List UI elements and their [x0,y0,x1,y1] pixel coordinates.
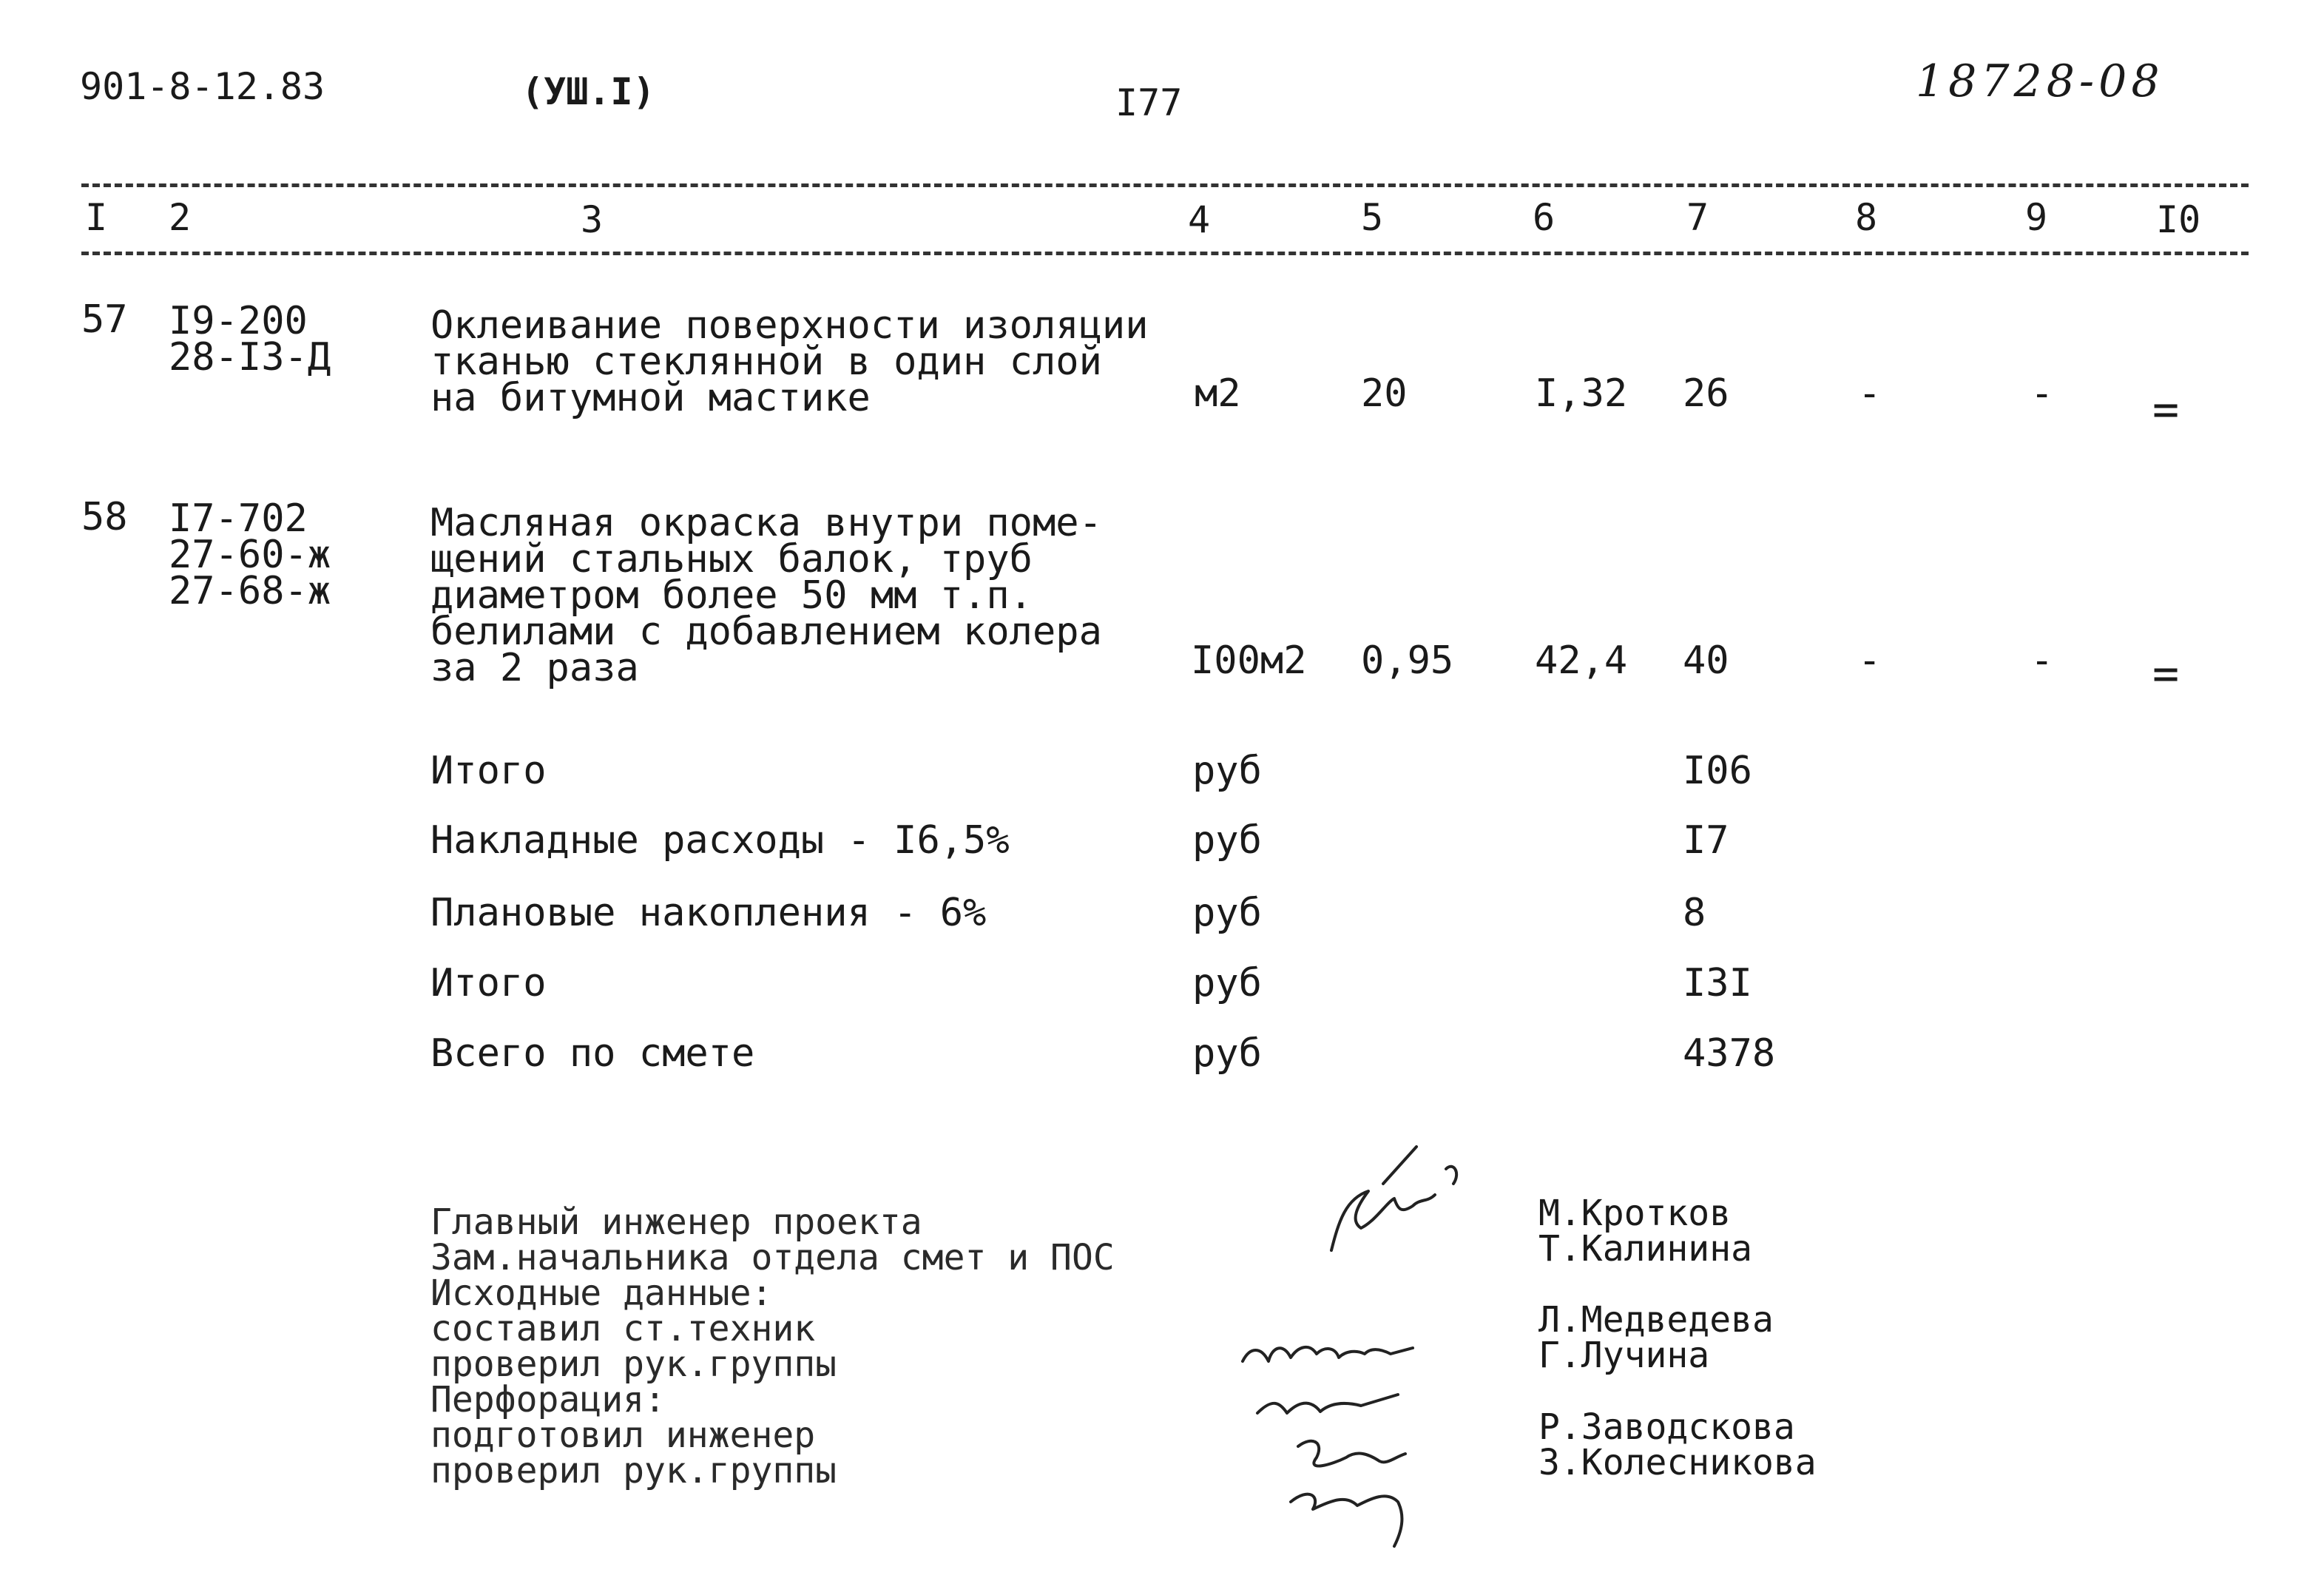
rate-codes [169,299,331,380]
summary-value: I7 [1683,818,1729,863]
role-line: подготовил инженер [430,1415,816,1456]
description-line: Масляная окраска внутри поме- [430,501,1102,545]
signature-names-group-2 [1538,1299,1774,1376]
summary-label: Плановые накопления - 6% [430,891,987,935]
role-line: Перфорация: [430,1379,666,1420]
col9-value: - [2030,371,2054,416]
quantity: 20 [1361,371,1408,416]
rate-code: I7-702 [169,496,308,541]
work-description [430,501,1102,690]
description-line: тканью стеклянной в один слой [430,340,1102,384]
role-line: проверил рук.группы [430,1344,837,1385]
summary-label: Итого [430,749,547,793]
summary-row [0,891,2324,940]
signer-name: Л.Медведева [1538,1299,1774,1341]
summary-unit: руб [1192,1031,1262,1076]
description-line: белилами с добавлением колера [430,610,1102,654]
signer-name: З.Колесникова [1538,1442,1817,1483]
total-cost: 26 [1683,371,1729,416]
role-line: Главный инженер проекта [430,1201,922,1243]
inventory-number: 18728-08 [1916,55,2164,107]
role-line: Исходные данные: [430,1272,773,1314]
signer-name: Т.Калинина [1538,1228,1752,1270]
column-header: I [85,196,108,239]
role-line: проверил рук.группы [430,1450,837,1491]
row-number: 58 [81,495,128,539]
description-line: диаметром более 50 мм т.п. [430,573,1033,618]
signature-handwritten-group [1228,1302,1450,1546]
description-line: щений стальных балок, труб [430,537,1033,582]
unit: I00м2 [1191,638,1307,683]
col10-value: = [2152,384,2180,436]
column-header: 5 [1361,196,1384,239]
signer-name: М.Кротков [1538,1193,1732,1234]
summary-value: 4378 [1683,1031,1776,1076]
column-header: 7 [1686,196,1709,239]
column-header: 9 [2025,196,2048,239]
col8-value: - [1858,638,1882,683]
summary-unit: руб [1192,961,1262,1005]
document-code: 901-8-12.83 [80,65,325,108]
summary-label: Всего по смете [430,1031,755,1076]
signature-names-group-3 [1538,1406,1817,1483]
signature-roles [430,1201,1115,1491]
summary-unit: руб [1192,818,1262,863]
summary-unit: руб [1192,891,1262,935]
description-line: Оклеивание поверхности изоляции [430,303,1149,348]
col10-value: = [2152,648,2180,700]
summary-value: I06 [1683,749,1752,793]
col9-value: - [2030,638,2054,683]
summary-row [0,1031,2324,1080]
summary-row [0,749,2324,798]
summary-value: I3I [1683,961,1752,1005]
role-line: составил ст.техник [430,1308,816,1349]
signer-name: Г.Лучина [1538,1335,1710,1376]
role-line: Зам.начальника отдела смет и ПОС [430,1237,1115,1278]
header-bottom-rule [81,252,2249,255]
rate-code: I9-200 [169,299,308,343]
signer-name: Р.Заводскова [1538,1406,1795,1448]
description-line: на битумной мастике [430,376,871,420]
column-header: 4 [1188,198,1211,241]
rate-code: 27-60-ж [169,533,331,577]
total-cost: 40 [1683,638,1729,683]
header-top-rule [81,183,2249,187]
row-number: 57 [81,297,128,342]
column-header: 2 [169,196,192,239]
column-header: 6 [1533,196,1555,239]
column-header: 3 [581,198,604,241]
unit: м2 [1195,371,1241,416]
summary-label: Итого [430,961,547,1005]
summary-row [0,818,2324,867]
page-number: I77 [1115,81,1183,124]
section-label: (УШ.I) [521,70,655,113]
description-line: за 2 раза [430,646,639,690]
summary-row [0,961,2324,1010]
unit-price: 42,4 [1535,638,1628,683]
signature-krotkov [1317,1139,1479,1272]
summary-value: 8 [1683,891,1706,935]
column-header: I0 [2156,198,2201,241]
rate-code: 27-68-ж [169,569,331,613]
quantity: 0,95 [1361,638,1454,683]
rate-codes [169,496,331,613]
signature-names-group-1 [1538,1193,1752,1270]
rate-code: 28-I3-Д [169,335,331,380]
work-description [430,303,1149,420]
summary-unit: руб [1192,749,1262,793]
unit-price: I,32 [1535,371,1628,416]
column-header: 8 [1855,196,1878,239]
summary-label: Накладные расходы - I6,5% [430,818,1010,863]
col8-value: - [1858,371,1882,416]
